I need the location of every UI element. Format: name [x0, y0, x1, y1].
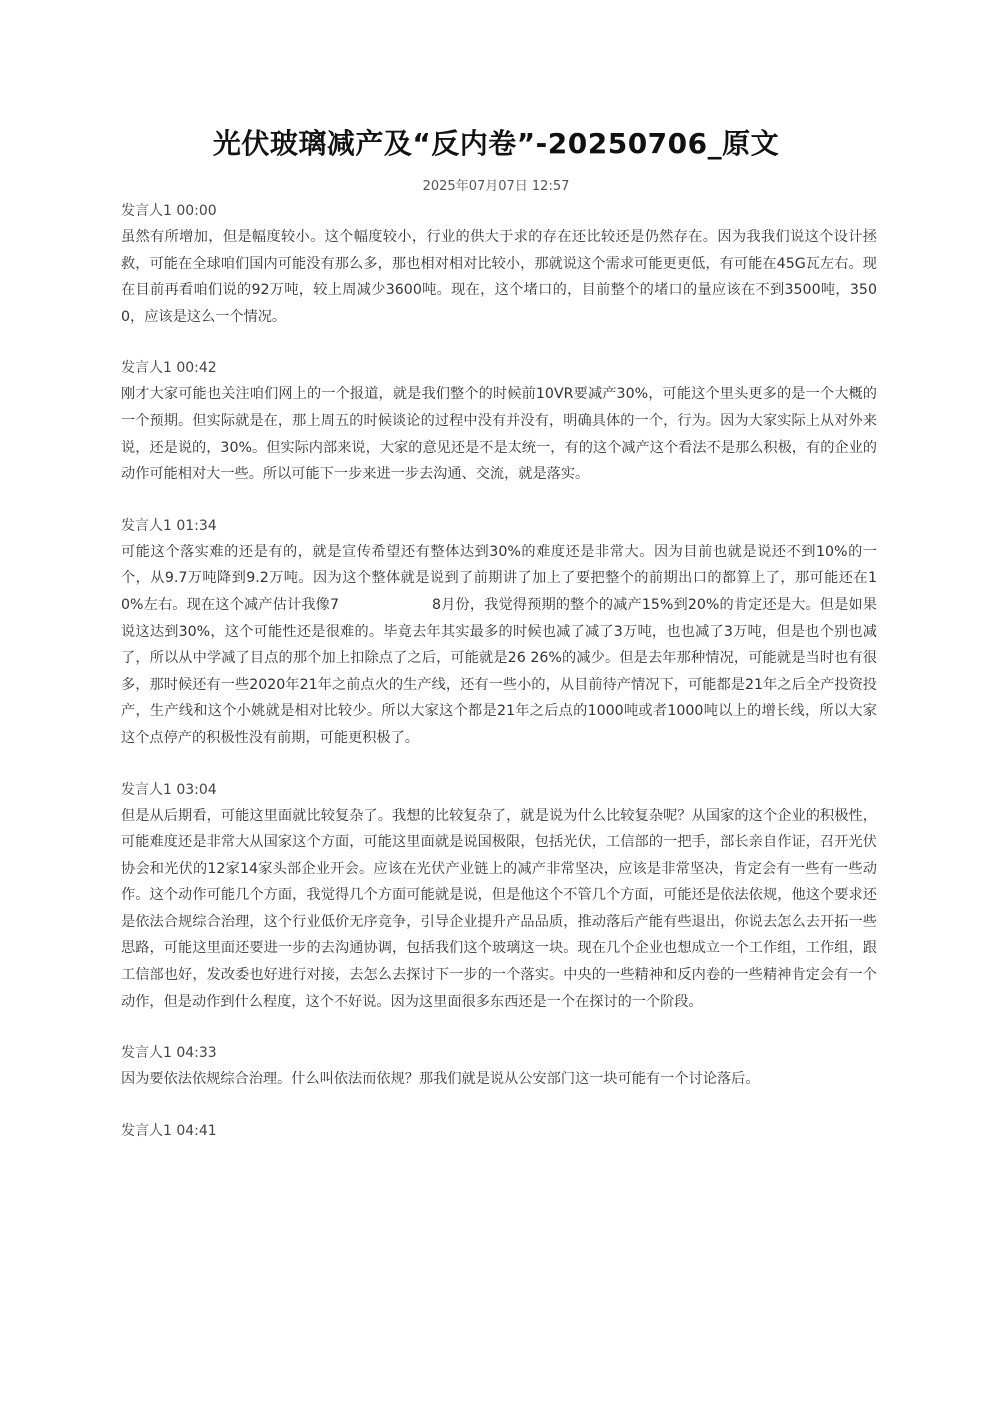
segment-text: 但是从后期看，可能这里面就比较复杂了。我想的比较复杂了，就是说为什么比较复杂呢？从国家的这个企业的积极性，可能难度还是非常大从国家这个方面，可能这里面就是说国极限，包括光伏，工信部的一把手，部长亲自作证，召开光伏协会和光伏的12家14家头部企业开会。应该在光伏产业链上的减产非常坚决，应该是非常坚决，肯定会有一些有一些动作。这个动作可能几个方面，我觉得几个方面可能就是说，但是他这个不管几个方面，可能还是依法依规，他这个要求还是依法合规综合治理，这个行业低价无序竞争，引导企业提升产品品质，推动落后产能有些退出，你说去怎么去开拓一些思路，可能这里面还要进一步的去沟通协调，包括我们这个玻璃这一块。现在几个企业也想成立一个工作组，工作组，跟工信部也好，发改委也好进行对接，去怎么去探讨下一步的一个落实。中央的一些精神和反内卷的一些精神肯定会有一个动作，但是动作到什么程度，这个不好说。因为这里面很多东西还是一个在探讨的一个阶段。: [121, 807, 877, 1010]
transcript-segment: [121, 516, 877, 752]
speaker-timestamp: 发言人1 01:34: [121, 517, 217, 534]
transcript-segment: [121, 358, 877, 487]
segment-text: 虽然有所增加，但是幅度较小。这个幅度较小，行业的供大于求的存在还比较还是仍然存在。因为我我们说这个设计拯救，可能在全球咱们国内可能没有那么多，那也相对相对比较小，那就说这个需求可能更更低，有可能在45G瓦左右。现在目前再看咱们说的92万吨，较上周减少3600吨。现在，这个堵口的，目前整个的堵口的量应该在不到3500吨，3500，应该是这么一个情况。: [121, 229, 877, 325]
segment-text: 可能这个落实难的还是有的，就是宣传希望还有整体达到30%的难度还是非常大。因为目前也就是说还不到10%的一个，从9.7万吨降到9.2万吨。因为这个整体就是说到了前期讲了加上了要把整个的前期出口的都算上了，那可能还在10%左右。现在这个减产估计我像7 8月份，我觉得预期的整个的减产15%到20%的肯定还是大。但是如果说这达到30%，这个可能性还是很难的。毕竟去年其实最多的时候也减了减了3万吨，也也减了3万吨，但是也个别也减了，所以从中学减了目点的那个加上扣除点了之后，可能就是26 26%的减少。但是去年那种情况，可能就是当时也有很多，那时候还有一些2020年21年之前点火的生产线，还有一些小的，从目前待产情况下，可能都是21年之后全产投资投产，生产线和这个小姚就是相对比较少。所以大家这个都是21年之后点的1000吨或者1000吨以上的增长线，所以大家这个点停产的积极性没有前期，可能更积极了。: [121, 543, 877, 746]
transcript-segment: [121, 201, 877, 330]
speaker-timestamp: 发言人1 04:33: [121, 1045, 217, 1062]
transcript: [121, 200, 877, 1169]
speaker-timestamp: 发言人1 04:41: [121, 1122, 217, 1139]
transcript-segment: [121, 1043, 877, 1093]
segment-text: 刚才大家可能也关注咱们网上的一个报道，就是我们整个的时候前10VR要减产30%，可能这个里头更多的是一个大概的一个预期。但实际就是在，那上周五的时候谈论的过程中没有并没有，明确具体的一个，行为。因为大家实际上从对外来说，还是说的，30%。但实际内部来说，大家的意见还是不是太统一，有的这个减产这个看法不是那么积极，有的企业的动作可能相对大一些。所以可能下一步来进一步去沟通、交流，就是落实。: [121, 386, 877, 483]
document-title: 光伏玻璃减产及“反内卷”-20250706_原文: [212, 127, 780, 160]
speaker-timestamp: 发言人1 00:00: [121, 203, 217, 219]
speaker-timestamp: 发言人1 03:04: [121, 781, 217, 798]
document-datetime: 2025年07月07日 12:57: [422, 179, 570, 194]
transcript-segment: [121, 780, 877, 1016]
segment-text: 因为要依法依规综合治理。什么叫依法而依规？那我们就是说从公安部门这一块可能有一个讨论落后。: [121, 1071, 760, 1088]
transcript-segment: [121, 1121, 877, 1141]
speaker-timestamp: 发言人1 00:42: [121, 360, 217, 377]
